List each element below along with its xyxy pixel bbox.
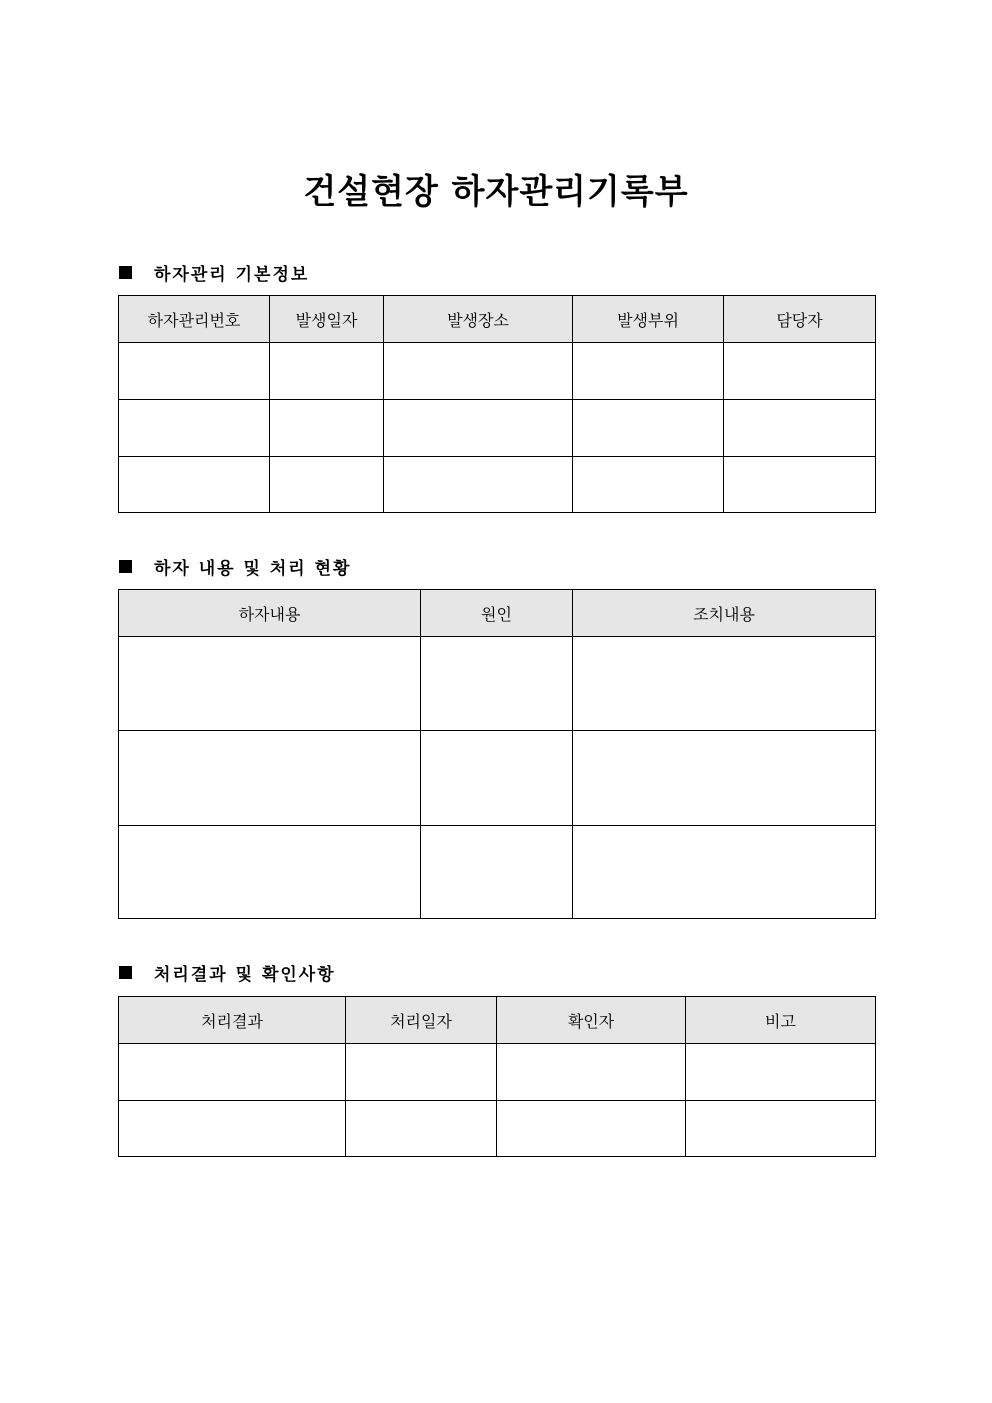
table-cell[interactable] xyxy=(346,1101,497,1157)
result-table xyxy=(118,996,876,1157)
table-cell[interactable] xyxy=(119,826,421,919)
table-cell[interactable] xyxy=(119,457,270,513)
section-heading-result: 처리결과 및 확인사항 xyxy=(119,960,336,985)
table-row xyxy=(119,1044,876,1101)
table-cell[interactable] xyxy=(724,343,876,400)
table-cell[interactable] xyxy=(724,400,876,457)
table-cell[interactable] xyxy=(119,637,421,731)
table-row xyxy=(119,1101,876,1157)
document-title: 건설현장 하자관리기록부 xyxy=(303,172,689,212)
table-cell[interactable] xyxy=(119,1101,346,1157)
table-cell[interactable] xyxy=(573,637,876,731)
table-cell[interactable] xyxy=(497,1044,686,1101)
table-row xyxy=(119,637,876,731)
defect-status-table xyxy=(118,589,876,919)
table-cell[interactable] xyxy=(384,457,573,513)
table-cell[interactable] xyxy=(384,400,573,457)
col-header-remarks: 비고 xyxy=(686,997,876,1044)
col-header-manager: 담당자 xyxy=(724,296,876,343)
col-header-cause: 원인 xyxy=(421,590,573,637)
table-cell[interactable] xyxy=(119,343,270,400)
table-cell[interactable] xyxy=(119,400,270,457)
col-header-occur-part: 발생부위 xyxy=(573,296,724,343)
table-cell[interactable] xyxy=(270,457,384,513)
table-cell[interactable] xyxy=(119,731,421,826)
col-header-result: 처리결과 xyxy=(119,997,346,1044)
table-cell[interactable] xyxy=(421,637,573,731)
section-heading-basic-info: 하자관리 기본정보 xyxy=(119,260,309,285)
table-cell[interactable] xyxy=(119,1044,346,1101)
table-row xyxy=(119,457,876,513)
table-cell[interactable] xyxy=(573,731,876,826)
col-header-process-date: 처리일자 xyxy=(346,997,497,1044)
col-header-defect-content: 하자내용 xyxy=(119,590,421,637)
square-bullet-icon xyxy=(119,560,132,573)
section-heading-defect-status: 하자 내용 및 처리 현황 xyxy=(119,554,351,579)
table-row xyxy=(119,826,876,919)
table-row xyxy=(119,343,876,400)
table-cell[interactable] xyxy=(270,343,384,400)
table-cell[interactable] xyxy=(421,826,573,919)
table-cell[interactable] xyxy=(270,400,384,457)
table-cell[interactable] xyxy=(724,457,876,513)
square-bullet-icon xyxy=(119,966,132,979)
table-cell[interactable] xyxy=(497,1101,686,1157)
basic-info-table xyxy=(118,295,876,513)
table-row xyxy=(119,731,876,826)
table-cell[interactable] xyxy=(421,731,573,826)
table-cell[interactable] xyxy=(573,343,724,400)
col-header-occur-place: 발생장소 xyxy=(384,296,573,343)
col-header-confirmer: 확인자 xyxy=(497,997,686,1044)
table-cell[interactable] xyxy=(686,1044,876,1101)
col-header-defect-number: 하자관리번호 xyxy=(119,296,270,343)
table-cell[interactable] xyxy=(384,343,573,400)
square-bullet-icon xyxy=(119,266,132,279)
table-cell[interactable] xyxy=(573,400,724,457)
table-row xyxy=(119,400,876,457)
table-cell[interactable] xyxy=(573,457,724,513)
table-cell[interactable] xyxy=(346,1044,497,1101)
table-cell[interactable] xyxy=(686,1101,876,1157)
col-header-occur-date: 발생일자 xyxy=(270,296,384,343)
col-header-action: 조치내용 xyxy=(573,590,876,637)
table-cell[interactable] xyxy=(573,826,876,919)
